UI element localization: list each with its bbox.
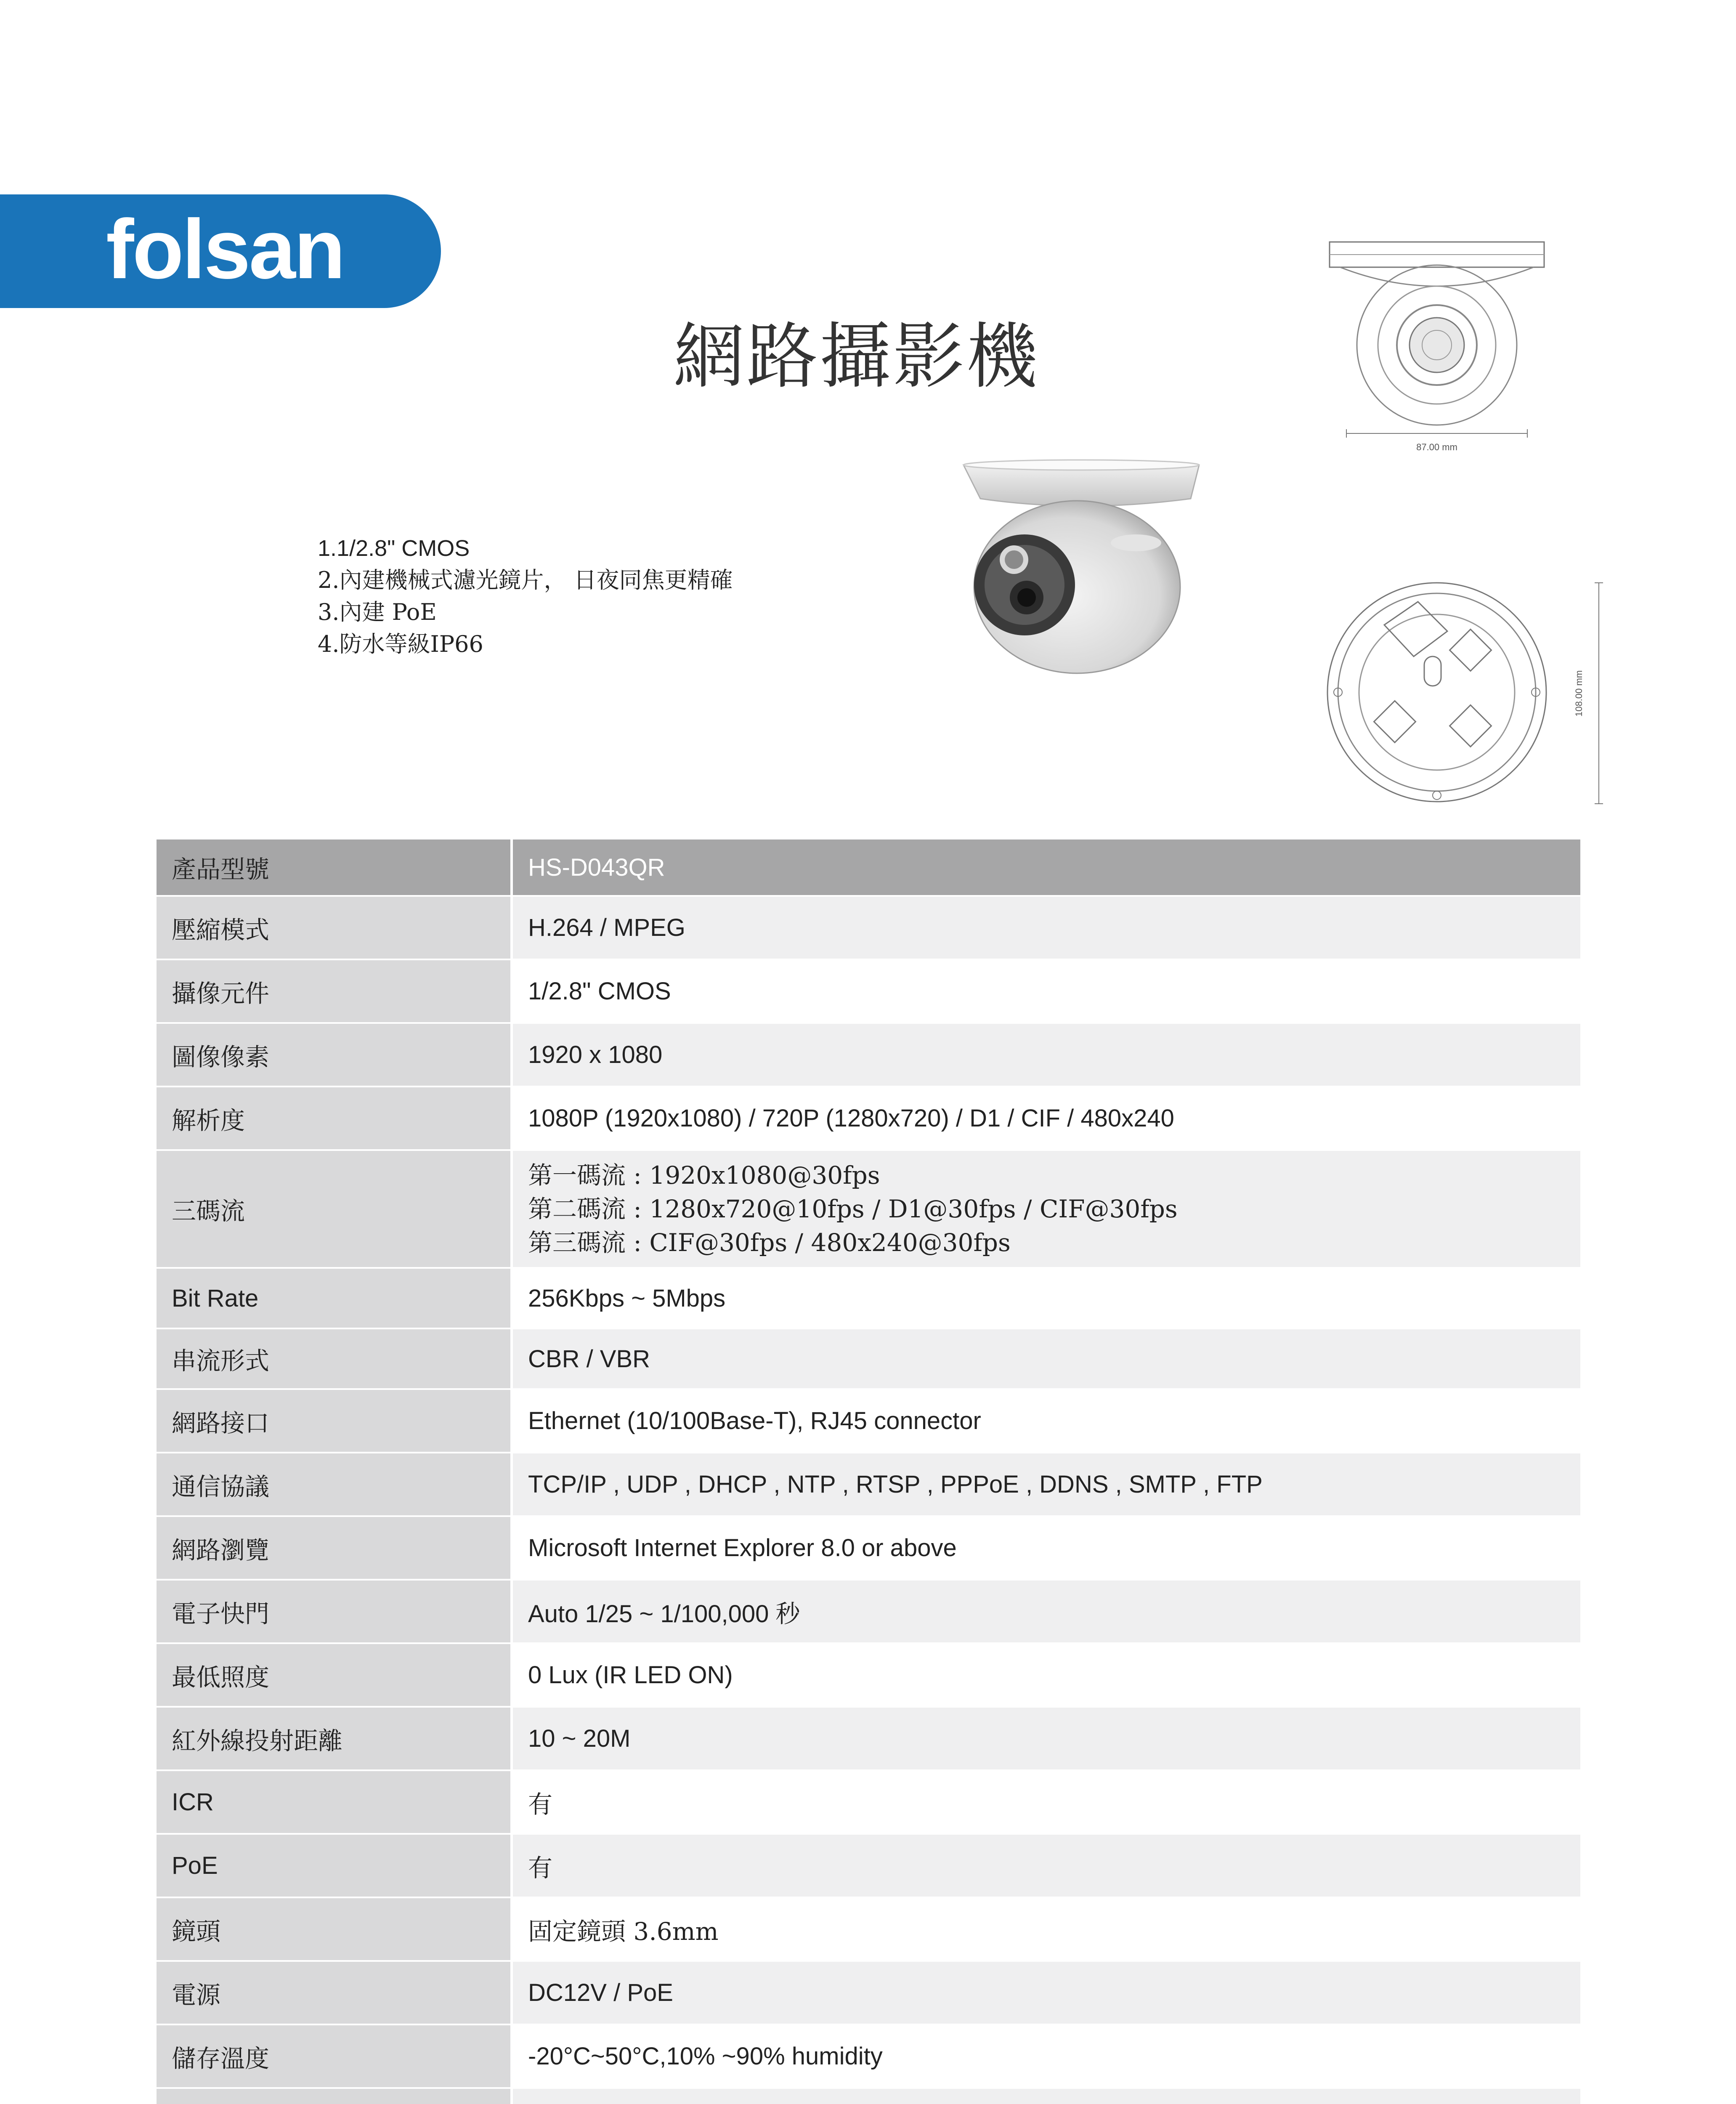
camera-product-image [955,459,1208,677]
spec-label: 電源 [157,1961,512,2024]
height-dimension-label: 108.00 mm [1574,670,1584,717]
table-row [157,1328,1580,1389]
spec-value: CBR / VBR [512,1328,1580,1389]
feature-item: 3.內建 PoE [318,599,437,625]
stream-line: 第一碼流 : 1920x1080@30fps [528,1161,880,1190]
spec-label: 紅外線投射距離 [157,1707,512,1770]
spec-label: 圖像像素 [157,1023,512,1087]
feature-list [318,532,733,660]
spec-value: 固定鏡頭 3.6mm [512,1897,1580,1961]
spec-value: -20°C~50°C,10% ~90% humidity [512,2024,1580,2088]
table-row [157,1770,1580,1834]
spec-label: 網路接口 [157,1389,512,1453]
spec-label: PoE [157,1834,512,1897]
spec-value: 1080P (1920x1080) / 720P (1280x720) / D1 / CIF / 480x240 [512,1087,1580,1150]
table-row [157,2088,1580,2104]
spec-label: 儲存溫度 [157,2024,512,2088]
table-row [157,959,1580,1023]
table-row [157,1961,1580,2024]
spec-value: TCP/IP , UDP , DHCP , NTP , RTSP , PPPoE , DDNS , SMTP , FTP [512,1453,1580,1516]
spec-table [157,839,1580,2104]
table-row [157,1023,1580,1087]
spec-value [512,2088,1580,2104]
spec-value: 1920 x 1080 [512,1023,1580,1087]
stream-line: 第三碼流 : CIF@30fps / 480x240@30fps [528,1228,1011,1257]
table-row [157,1268,1580,1328]
spec-label: 攝像元件 [157,959,512,1023]
width-dimension-label: 87.00 mm [1416,442,1457,452]
table-row [157,1643,1580,1707]
table-row [157,1516,1580,1580]
side-view-drawing [1325,238,1548,457]
spec-label: 網路瀏覽 [157,1516,512,1580]
spec-value: 256Kbps ~ 5Mbps [512,1268,1580,1328]
spec-label: 鏡頭 [157,1897,512,1961]
table-row [157,1453,1580,1516]
model-number: HS-D043QR [512,839,1580,896]
table-row [157,1707,1580,1770]
feature-item: 1.1/2.8" CMOS [318,536,470,561]
page-title: 網路攝影機 [673,315,1040,398]
spec-value: Microsoft Internet Explorer 8.0 or above [512,1516,1580,1580]
table-row [157,1389,1580,1453]
spec-value: 10 ~ 20M [512,1707,1580,1770]
spec-label: 串流形式 [157,1328,512,1389]
spec-label: 解析度 [157,1087,512,1150]
feature-item: 2.內建機械式濾光鏡片， 日夜同焦更精確 [318,567,733,593]
spec-value: 0 Lux (IR LED ON) [512,1643,1580,1707]
spec-value: 有 [512,1770,1580,1834]
bottom-view-drawing [1321,576,1607,808]
spec-label [157,2088,512,2104]
table-header-row [157,839,1580,896]
spec-label: 最低照度 [157,1643,512,1707]
stream-line: 第二碼流 : 1280x720@10fps / D1@30fps / CIF@30fps [528,1195,1178,1223]
spec-label: 壓縮模式 [157,896,512,959]
spec-label: 電子快門 [157,1580,512,1643]
spec-label: Bit Rate [157,1268,512,1328]
table-row [157,1897,1580,1961]
table-row [157,1150,1580,1268]
table-row [157,896,1580,959]
spec-value: 1/2.8" CMOS [512,959,1580,1023]
table-row [157,1087,1580,1150]
spec-value: DC12V / PoE [512,1961,1580,2024]
spec-label: ICR [157,1770,512,1834]
spec-value: 有 [512,1834,1580,1897]
spec-label: 三碼流 [157,1150,512,1268]
spec-label: 產品型號 [157,839,512,896]
table-row [157,1834,1580,1897]
table-row [157,1580,1580,1643]
spec-value-multiline [512,1150,1580,1268]
spec-value: Ethernet (10/100Base-T), RJ45 connector [512,1389,1580,1453]
brand-logo: folsan [106,202,344,296]
spec-value: H.264 / MPEG [512,896,1580,959]
spec-label: 通信協議 [157,1453,512,1516]
table-row [157,2024,1580,2088]
spec-value: Auto 1/25 ~ 1/100,000 秒 [512,1580,1580,1643]
feature-item: 4.防水等級IP66 [318,631,483,657]
